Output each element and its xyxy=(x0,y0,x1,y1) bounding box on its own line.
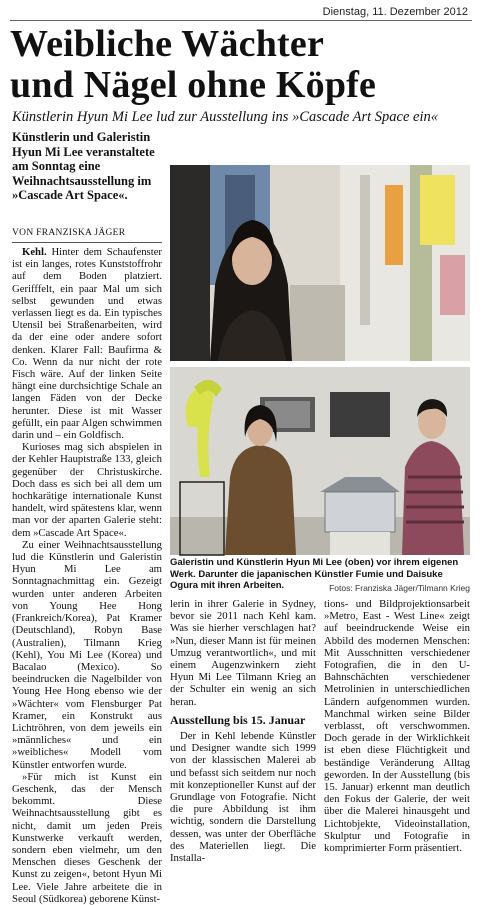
photo-caption: Galeristin und Künstlerin Hyun Mi Lee (oben) vor ihrem eigenen Werk. Darunter die japanischen Künstler Fumie und Daisuke Ogura mit ihren Arbeiten. xyxy=(170,557,459,591)
subheading: Ausstellung bis 15. Januar xyxy=(170,712,306,727)
paragraph: Der in Kehl lebende Künstler und Designer wandte sich 1999 von der klassischen Malerei ab und befasst sich seitdem nur noch mit konzeptioneller Kunst auf der Grundlage von Fotografie. Nicht die pure Abbildung ist ihm wichtig, sondern die Darstellung dessen, was unter der Oberfläche des Materiellen liegt. Die Installa- xyxy=(170,730,316,865)
headline-line-2: und Nägel ohne Köpfe xyxy=(10,64,377,106)
paragraph xyxy=(12,246,162,441)
paragraph: Kurioses mag sich abspielen in der Kehler Hauptstraße 133, gleich gegenüber der Christuskirche. Doch dass es sich bei all dem um hochkarätige internationale Kunst handelt, wird spätestens klar, wenn man vor der aparten Galerie steht: dem »Cascade Art Space«. xyxy=(12,441,162,539)
photo-artists-with-works xyxy=(170,367,470,555)
headline-line-1: Weibliche Wächter xyxy=(10,23,325,65)
header-rule xyxy=(10,20,472,21)
paragraph: Zu einer Weihnachtsausstellung lud die Künstlerin und Galeristin Hyun Mi Lee am Sonntagnachmittag ein. Gezeigt wurden unter anderen Arbeiten von Young Hee Hong (Frankreich/Korea), Pat Kramer (Deutschland), Robyn Base (Australien), Tilmann Krieg (Kehl), You Mi Lee (Korea) und Bacalao (Mexico). So beeindrucken die Nagelbilder von Young Hee Hong ebenso wie der »Wächter« vom Flensburger Pat Kramer, ein Konstrukt aus Lichtröhren, von dem jeweils ein »männliches« und ein »weibliches« Modell vom Künstler entworfen wurde. xyxy=(12,538,162,771)
lead-paragraph: Künstlerin und Galeristin Hyun Mi Lee veranstaltete am Sonntag eine Weihnachtsausstellung im »Cascade Art Space«. xyxy=(12,130,155,202)
headline xyxy=(10,24,472,106)
paragraph: tions- und Bildprojektionsarbeit »Metro, East - West Line« zeigt auf beeindruckende Weise ein Abbild des modernen Menschen: Mit Ausschnitten verschiedener Fotografien, die in den U-Bahnschächten verschiedener Metrolinien in unterschiedlichen Ländern aufgenommen wurden. Manchmal wirken seine Bilder verblasst, oft verschwommen. Doch gerade in der Wirklichkeit ist eben diese Flüchtigkeit und beständige Veränderung Alltag geworden. In der Ausstellung (bis 15. Januar) erkennt man deutlich den Fokus der Galerie, der weit über die Malerei hinausgeht und Lichtobjekte, Videoinstallation, Skulptur und Fotografie in komprimierter Form präsentiert. xyxy=(324,598,470,855)
paragraph-text: Hinter dem Schaufenster ist ein langes, rotes Kunststoffrohr auf dem Boden platziert. Gerifffelt, ein paar Mal um sich selbst gewunden und etwas verlassen liegt es da. Ein typisches Utensil bei Straßenarbeiten, wird da der eine oder andere sofort denken. Klarer Fall: Baufirma & Co. Wenn da nur nicht der rote Fisch wäre. Auf der linken Seite hängt eine durchsichtige Schale an langen Fäden von der Decke herunter. Diese ist mit Wasser gefüllt, ein paar Algen schwimmen darin und – ein Goldfisch. xyxy=(12,246,162,442)
dateline-place: Kehl. xyxy=(22,246,47,258)
paragraph: lerin in ihrer Galerie in Sydney, bevor sie 2011 nach Kehl kam. Was sie hierher verschlagen hat? »Nun, dieser Mann ist für meinen Umzug verantwortlich«, und mit einem Augenzwinkern zieht Hyun Mi Lee Tilmann Krieg an der Schulter ein wenig an sich heran. xyxy=(170,598,316,708)
article-column-2 xyxy=(170,598,316,864)
photo-artist-portrait xyxy=(170,165,470,361)
byline: VON FRANZISKA JÄGER xyxy=(12,228,126,238)
photo-artists-with-works-image xyxy=(170,367,470,555)
issue-date: Dienstag, 11. Dezember 2012 xyxy=(322,6,468,18)
subheadline: Künstlerin Hyun Mi Lee lud zur Ausstellung ins »Cascade Art Space ein« xyxy=(12,109,438,125)
article-column-3 xyxy=(324,598,470,854)
article-column-1 xyxy=(12,246,162,905)
photo-credit: Fotos: Franziska Jäger/Tilmann Krieg xyxy=(329,583,470,593)
photo-artist-portrait-image xyxy=(170,165,470,361)
byline-rule xyxy=(12,242,162,243)
paragraph: »Für mich ist Kunst ein Geschenk, das der Mensch bekommt. Diese Weihnachtsausstellung gibt es nicht, damit um jeden Preis Kunstwerke verkauft werden, sondern eben vielmehr, um den Menschen dieses Geschenk der Kunst zu zeigen«, betont Hyun Mi Lee. Viele Jahre arbeitete die in Seoul (Südkorea) geborene Künst- xyxy=(12,770,162,905)
